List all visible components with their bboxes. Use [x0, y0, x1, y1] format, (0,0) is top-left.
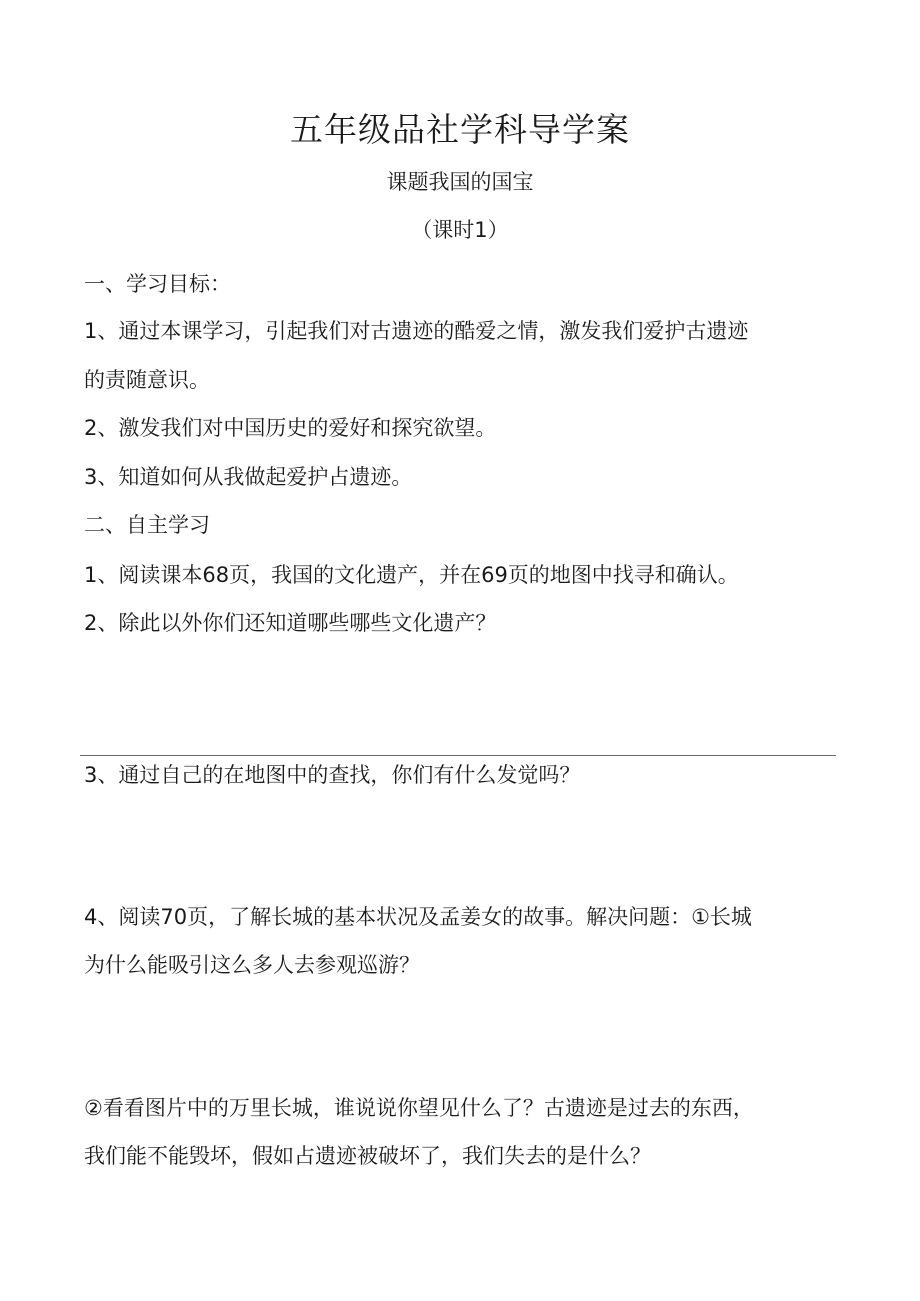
goal-2: 2、激发我们对中国历史的爱好和探究欲望。 — [84, 416, 497, 440]
task-1: 1、阅读课本68页，我国的文化遗产，并在69页的地图中找寻和确认。 — [84, 563, 739, 587]
task-2: 2、除此以外你们还知道哪些哪些文化遗产？ — [84, 611, 497, 635]
self-study-heading: 二、自主学习 — [84, 513, 210, 537]
goal-1-line-1: 1、通过本课学习，引起我们对古遗迹的酷爱之情，激发我们爱护古遗迹 — [84, 319, 749, 343]
goal-3: 3、知道如何从我做起爱护占遗迹。 — [84, 465, 413, 489]
goals-heading: 一、学习目标： — [84, 272, 231, 296]
task-3: 3、通过自己的在地图中的查找，你们有什么发觉吗？ — [84, 763, 581, 787]
task-4b-line-1: ②看看图片中的万里长城，谁说说你望见什么了？古遗迹是过去的东西， — [84, 1096, 754, 1120]
lesson-period: （课时1） — [411, 218, 509, 242]
task-4b-line-2: 我们能不能毁坏，假如占遗迹被破坏了，我们失去的是什么？ — [84, 1144, 651, 1168]
task-4-line-1: 4、阅读70页，了解长城的基本状况及孟姜女的故事。解决问题：①长城 — [84, 905, 752, 929]
task-4-line-2: 为什么能吸引这么多人去参观巡游？ — [84, 953, 420, 977]
lesson-topic: 课题我国的国宝 — [386, 170, 534, 194]
document-title: 五年级品社学科导学案 — [290, 110, 630, 149]
goal-1-line-2: 的责随意识。 — [84, 368, 210, 392]
answer-line — [80, 755, 836, 756]
